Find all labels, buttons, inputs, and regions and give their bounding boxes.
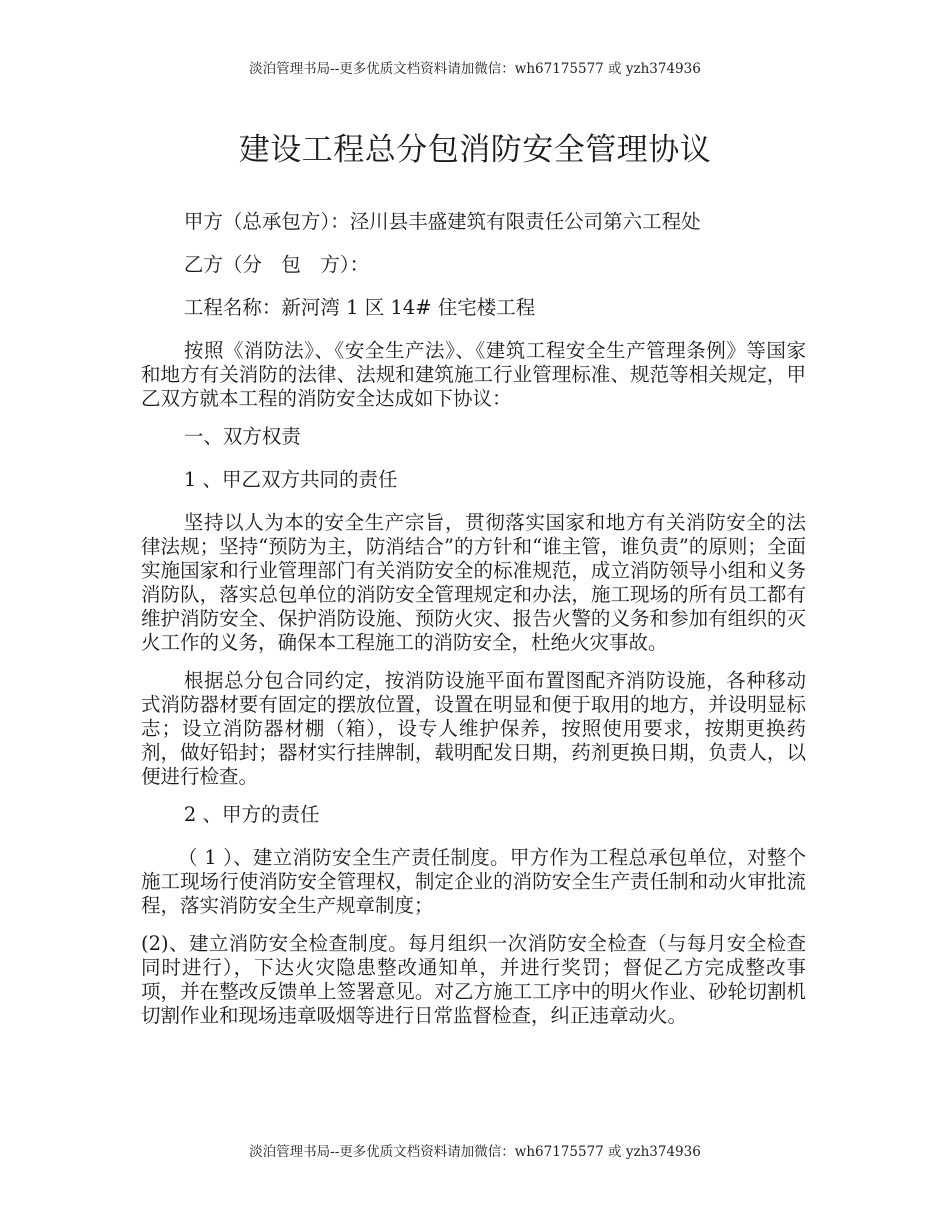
party-a-line: 甲方（总承包方）：泾川县丰盛建筑有限责任公司第六工程处 [183, 210, 701, 233]
preamble-paragraph: 按照《消防法》、《安全生产法》、《建筑工程安全生产管理条例》等国家和地方有关消防的法律、法规和建筑施工行业管理标准、规范等相关规定，甲乙双方就本工程的消防安全达成如下协议： [141, 339, 806, 410]
page-header: 淡泊管理书局--更多优质文档资料请加微信：wh67175577 或 yzh374936 [249, 61, 701, 77]
party-b-line: 乙方（分 包 方）： [183, 253, 370, 276]
section-heading-rights: 一、双方权责 [183, 425, 301, 448]
joint-responsibility-paragraph: 坚持以人为本的安全生产宗旨，贯彻落实国家和地方有关消防安全的法律法规；坚持“预防为主，防消结合”的方针和“谁主管，谁负责”的原则；全面实施国家和行业管理部门有关消防安全的标准规范，成立消防领导小组和义务消防队，落实总包单位的消防安全管理规定和办法，施工现场的所有员工都有维护消防安全、保护消防设施、预防火灾、报告火警的义务和参加有组织的灭火工作的义务，确保本工程施工的消防安全，杜绝火灾事故。 [141, 511, 806, 654]
subsection-heading-joint: 1 、甲乙双方共同的责任 [183, 468, 398, 491]
document-body [141, 210, 806, 1042]
project-name-line: 工程名称：新河湾 1 区 14# 住宅楼工程 [183, 296, 536, 319]
fire-equipment-paragraph: 根据总分包合同约定，按消防设施平面布置图配齐消防设施，各种移动式消防器材要有固定的摆放位置，设置在明显和便于取用的地方，并设明显标志；设立消防器材棚（箱），设专人维护保养，按照使用要求，按期更换药剂，做好铅封；器材实行挂牌制，载明配发日期，药剂更换日期，负责人，以便进行检查。 [141, 669, 806, 788]
party-a-item-1: （ 1 ）、建立消防安全生产责任制度。甲方作为工程总承包单位，对整个施工现场行使消防安全管理权，制定企业的消防安全生产责任制和动火审批流程，落实消防安全生产规章制度； [141, 846, 806, 917]
document-title: 建设工程总分包消防安全管理协议 [238, 132, 712, 168]
page-footer: 淡泊管理书局--更多优质文档资料请加微信：wh67175577 或 yzh374936 [249, 1144, 701, 1160]
party-a-item-2: (2)、建立消防安全检查制度。每月组织一次消防安全检查（与每月安全检查同时进行），下达火灾隐患整改通知单，并进行奖罚；督促乙方完成整改事项，并在整改反馈单上签署意见。对乙方施工工序中的明火作业、砂轮切割机切割作业和现场违章吸烟等进行日常监督检查，纠正违章动火。 [141, 932, 806, 1027]
subsection-heading-party-a: 2 、甲方的责任 [183, 803, 320, 826]
